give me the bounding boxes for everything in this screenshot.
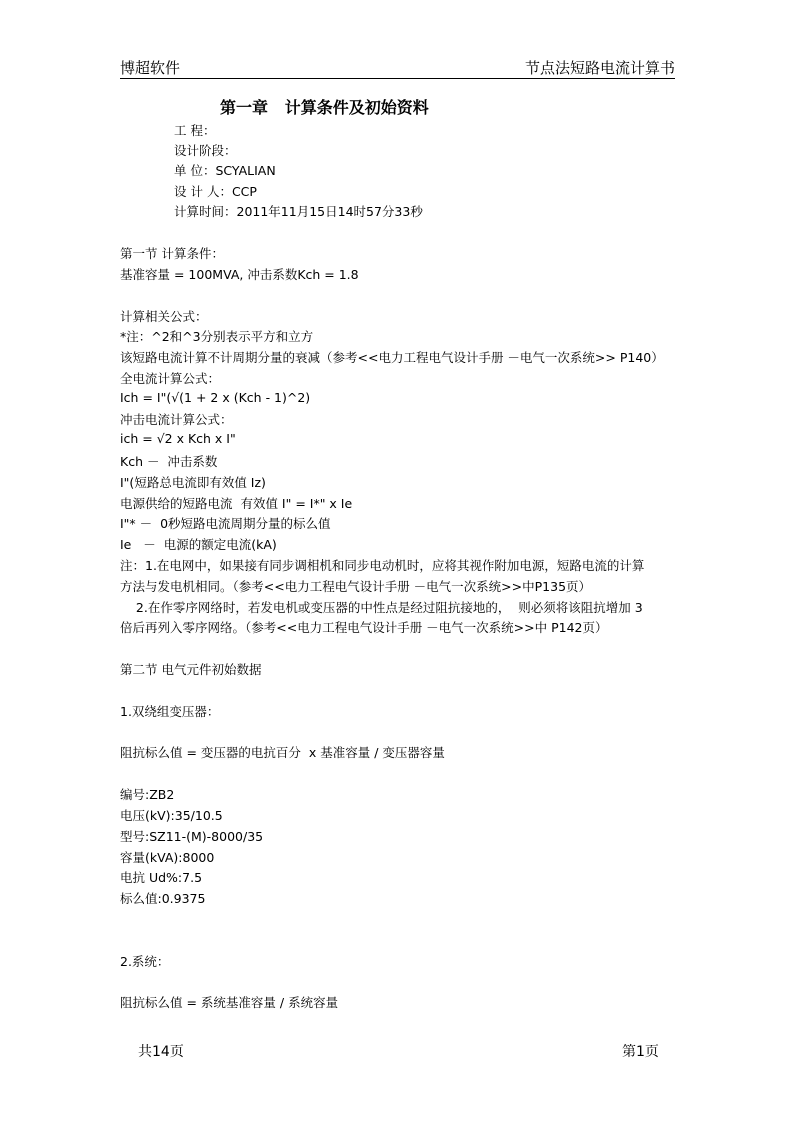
transformer-capacity: 容量(kVA):8000: [120, 850, 215, 865]
page-header: [120, 57, 675, 79]
note2-line2: 倍后再列入零序网络。（参考<<电力工程电气设计手册 －电气一次系统>>中 P142页）: [120, 620, 608, 635]
footer-total-pages: 共14页: [138, 1044, 184, 1060]
ie-definition: Ie － 电源的额定电流(kA): [120, 537, 277, 552]
impact-current-formula: ich = √2 x Kch x I": [120, 431, 236, 446]
transformer-voltage: 电压(kV):35/10.5: [120, 808, 223, 823]
transformer-model: 型号:SZ11-(M)-8000/35: [120, 829, 264, 844]
formula-title: 计算相关公式：: [120, 309, 208, 324]
i-definition: I"(短路总电流即有效值 Iz): [120, 475, 266, 490]
transformer-pu: 标么值:0.9375: [120, 891, 206, 906]
info-designer: 设 计 人：CCP: [174, 184, 257, 199]
info-unit: 单 位：SCYALIAN: [174, 163, 276, 178]
info-stage: 设计阶段：: [174, 143, 237, 158]
note2-line1: 2.在作零序网络时，若发电机或变压器的中性点是经过阻抗接地的， 则必须将该阻抗增加 3: [120, 600, 643, 615]
full-current-formula: Ich = I"(√(1 + 2 x (Kch - 1)^2): [120, 390, 311, 405]
source-current: 电源供给的短路电流 有效值 I" = I*" x Ie: [120, 496, 353, 511]
transformer-formula: 阻抗标么值 = 变压器的电抗百分 x 基准容量 / 变压器容量: [120, 745, 445, 760]
full-current-title: 全电流计算公式：: [120, 371, 221, 386]
system-title: 2.系统：: [120, 954, 170, 969]
header-company: 博超软件: [120, 59, 181, 77]
section2-title: 第二节 电气元件初始数据: [120, 662, 262, 677]
note-power: *注：^2和^3分别表示平方和立方: [120, 329, 314, 344]
note1-line2: 方法与发电机相同。（参考<<电力工程电气设计手册 －电气一次系统>>中P135页）: [120, 579, 592, 594]
transformer-reactance: 电抗 Ud%:7.5: [120, 870, 203, 885]
info-project: 工 程：: [174, 123, 216, 138]
transformer-id: 编号:ZB2: [120, 787, 175, 802]
impact-current-title: 冲击电流计算公式：: [120, 412, 233, 427]
system-formula: 阻抗标么值 = 系统基准容量 / 系统容量: [120, 995, 339, 1010]
info-calc-time: 计算时间：2011年11月15日14时57分33秒: [174, 204, 423, 219]
note1-line1: 注：1.在电网中，如果接有同步调相机和同步电动机时，应将其视作附加电源，短路电流的计算: [120, 558, 645, 573]
chapter-title: 第一章 计算条件及初始资料: [220, 98, 429, 117]
footer-page-number: 第1页: [622, 1044, 659, 1060]
header-doc-title: 节点法短路电流计算书: [524, 59, 675, 77]
kch-definition: Kch － 冲击系数: [120, 454, 218, 469]
istar-definition: I"* － 0秒短路电流周期分量的标么值: [120, 516, 331, 531]
section1-title: 第一节 计算条件：: [120, 246, 224, 261]
section1-base: 基准容量 = 100MVA, 冲击系数Kch = 1.8: [120, 267, 359, 282]
decay-note: 该短路电流计算不计周期分量的衰减（参考<<电力工程电气设计手册 －电气一次系统>> P140）: [120, 350, 664, 365]
transformer-title: 1.双绕组变压器：: [120, 704, 220, 719]
